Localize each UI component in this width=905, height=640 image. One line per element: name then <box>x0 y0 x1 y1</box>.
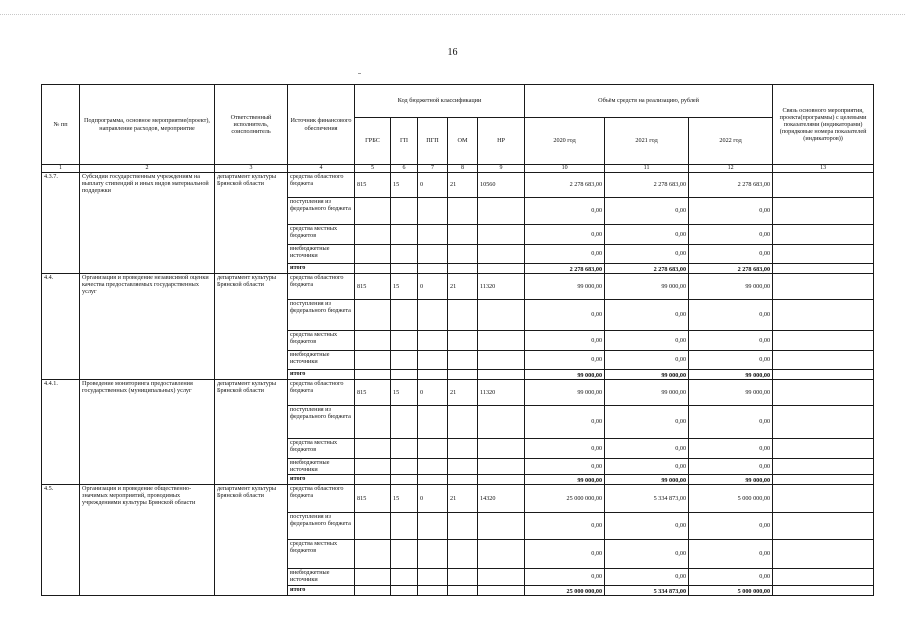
code-empty <box>355 438 391 458</box>
amount-2022: 0,00 <box>689 224 773 244</box>
table-row <box>42 273 874 299</box>
code-empty <box>478 244 525 263</box>
amount-2020: 0,00 <box>525 438 605 458</box>
code-empty <box>418 350 448 369</box>
code-empty <box>478 568 525 585</box>
amount-2022: 0,00 <box>689 330 773 350</box>
source-extra: внебюджетные источники <box>288 458 355 474</box>
code-empty <box>448 350 478 369</box>
code-gp: 15 <box>391 273 418 299</box>
source-regional: средства областного бюджета <box>288 273 355 299</box>
amount-2020: 2 278 683,00 <box>525 172 605 197</box>
code-empty <box>448 224 478 244</box>
amount-2021: 0,00 <box>605 299 689 330</box>
amount-2022: 2 278 683,00 <box>689 263 773 273</box>
code-empty <box>448 458 478 474</box>
code-empty <box>391 438 418 458</box>
amount-2021: 0,00 <box>605 568 689 585</box>
table-row <box>42 379 874 405</box>
col-num: 3 <box>215 165 288 173</box>
code-empty <box>418 330 448 350</box>
code-empty <box>355 474 391 484</box>
code-empty <box>448 299 478 330</box>
header-2020: 2020 год <box>525 118 605 165</box>
amount-2020: 0,00 <box>525 197 605 224</box>
row-number: 4.4. <box>42 273 80 379</box>
code-empty <box>448 405 478 438</box>
code-gp: 15 <box>391 172 418 197</box>
amount-2020: 0,00 <box>525 512 605 539</box>
amount-2021: 0,00 <box>605 197 689 224</box>
code-pgp: 0 <box>418 379 448 405</box>
amount-2020: 0,00 <box>525 568 605 585</box>
amount-2020: 25 000 000,00 <box>525 484 605 512</box>
table-row <box>42 172 874 197</box>
code-empty <box>418 244 448 263</box>
header-om: ОМ <box>448 118 478 165</box>
header-program: Подпрограмма, основное мероприятие(проект), направление расходов, мероприятие <box>80 85 215 165</box>
amount-2022: 0,00 <box>689 405 773 438</box>
code-empty <box>391 405 418 438</box>
code-empty <box>448 263 478 273</box>
col-num: 4 <box>288 165 355 173</box>
code-empty <box>391 244 418 263</box>
code-empty <box>478 585 525 595</box>
code-empty <box>448 330 478 350</box>
source-regional: средства областного бюджета <box>288 484 355 512</box>
code-empty <box>355 299 391 330</box>
header-volume: Объём средств на реализацию, рублей <box>525 85 773 118</box>
amount-2021: 5 334 873,00 <box>605 585 689 595</box>
code-empty <box>391 512 418 539</box>
source-local: средства местных бюджетов <box>288 539 355 568</box>
code-empty <box>448 197 478 224</box>
amount-2021: 2 278 683,00 <box>605 263 689 273</box>
header-grbs: ГРБС <box>355 118 391 165</box>
col-num: 9 <box>478 165 525 173</box>
code-empty <box>391 458 418 474</box>
code-empty <box>355 330 391 350</box>
code-empty <box>448 244 478 263</box>
amount-2020: 0,00 <box>525 244 605 263</box>
code-empty <box>418 369 448 379</box>
amount-2021: 99 000,00 <box>605 273 689 299</box>
code-om: 21 <box>448 172 478 197</box>
amount-2021: 0,00 <box>605 405 689 438</box>
indicator-link <box>773 568 874 585</box>
executor: департамент культуры Брянской области <box>215 379 288 484</box>
amount-2022: 0,00 <box>689 197 773 224</box>
code-grbs: 815 <box>355 172 391 197</box>
header-link: Связь основного мероприятия, проекта(программы) с целевыми показателями (индикаторами) (порядковые номера показателей (индикаторов)) <box>773 85 874 165</box>
col-num: 2 <box>80 165 215 173</box>
header-source: Источник финансового обеспечения <box>288 85 355 165</box>
source-local: средства местных бюджетов <box>288 438 355 458</box>
amount-2021: 99 000,00 <box>605 474 689 484</box>
code-empty <box>448 512 478 539</box>
code-empty <box>418 405 448 438</box>
code-om: 21 <box>448 273 478 299</box>
source-local: средства местных бюджетов <box>288 224 355 244</box>
code-gp: 15 <box>391 379 418 405</box>
amount-2020: 2 278 683,00 <box>525 263 605 273</box>
code-grbs: 815 <box>355 379 391 405</box>
code-np: 14320 <box>478 484 525 512</box>
code-empty <box>391 299 418 330</box>
code-empty <box>478 263 525 273</box>
amount-2021: 99 000,00 <box>605 379 689 405</box>
amount-2022: 99 000,00 <box>689 379 773 405</box>
source-regional: средства областного бюджета <box>288 379 355 405</box>
indicator-link <box>773 458 874 474</box>
amount-2021: 99 000,00 <box>605 369 689 379</box>
code-empty <box>418 224 448 244</box>
amount-2021: 0,00 <box>605 244 689 263</box>
amount-2022: 5 000 000,00 <box>689 484 773 512</box>
source-federal: поступления из федерального бюджета <box>288 512 355 539</box>
code-empty <box>391 224 418 244</box>
measure-name: Организация и проведение общественно-значимых мероприятий, проводимых учреждениями культуры Брянской области <box>80 484 215 595</box>
amount-2020: 99 000,00 <box>525 369 605 379</box>
measure-name: Проведение мониторинга предоставления государственных (муниципальных) услуг <box>80 379 215 484</box>
amount-2021: 5 334 873,00 <box>605 484 689 512</box>
code-empty <box>418 299 448 330</box>
amount-2021: 2 278 683,00 <box>605 172 689 197</box>
scan-mark <box>358 73 361 74</box>
source-extra: внебюджетные источники <box>288 244 355 263</box>
scan-artifact-line <box>0 14 905 23</box>
amount-2020: 0,00 <box>525 458 605 474</box>
code-pgp: 0 <box>418 484 448 512</box>
source-federal: поступления из федерального бюджета <box>288 299 355 330</box>
col-num: 8 <box>448 165 478 173</box>
code-empty <box>355 405 391 438</box>
indicator-link <box>773 369 874 379</box>
source-federal: поступления из федерального бюджета <box>288 197 355 224</box>
code-empty <box>391 197 418 224</box>
executor: департамент культуры Брянской области <box>215 484 288 595</box>
code-grbs: 815 <box>355 273 391 299</box>
indicator-link <box>773 273 874 299</box>
amount-2021: 0,00 <box>605 224 689 244</box>
indicator-link <box>773 299 874 330</box>
header-gp: ГП <box>391 118 418 165</box>
column-number-row <box>42 165 874 173</box>
indicator-link <box>773 330 874 350</box>
amount-2021: 0,00 <box>605 539 689 568</box>
source-total: итого <box>288 585 355 595</box>
col-num: 12 <box>689 165 773 173</box>
code-empty <box>478 539 525 568</box>
amount-2020: 0,00 <box>525 539 605 568</box>
amount-2020: 0,00 <box>525 299 605 330</box>
code-empty <box>418 438 448 458</box>
indicator-link <box>773 197 874 224</box>
header-executor: Ответственный исполнитель, соисполнитель <box>215 85 288 165</box>
code-empty <box>418 197 448 224</box>
code-empty <box>355 512 391 539</box>
code-empty <box>355 369 391 379</box>
indicator-link <box>773 244 874 263</box>
amount-2020: 99 000,00 <box>525 474 605 484</box>
code-empty <box>391 539 418 568</box>
amount-2021: 0,00 <box>605 350 689 369</box>
header-no: № пп <box>42 85 80 165</box>
code-empty <box>478 369 525 379</box>
amount-2021: 0,00 <box>605 458 689 474</box>
col-num: 6 <box>391 165 418 173</box>
amount-2022: 2 278 683,00 <box>689 172 773 197</box>
code-empty <box>478 512 525 539</box>
code-om: 21 <box>448 484 478 512</box>
indicator-link <box>773 539 874 568</box>
budget-table <box>41 84 874 596</box>
row-number: 4.3.7. <box>42 172 80 273</box>
code-empty <box>391 585 418 595</box>
col-num: 11 <box>605 165 689 173</box>
code-empty <box>448 438 478 458</box>
code-gp: 15 <box>391 484 418 512</box>
code-empty <box>418 585 448 595</box>
amount-2020: 0,00 <box>525 224 605 244</box>
amount-2022: 0,00 <box>689 458 773 474</box>
amount-2020: 0,00 <box>525 405 605 438</box>
col-num: 7 <box>418 165 448 173</box>
source-extra: внебюджетные источники <box>288 568 355 585</box>
code-empty <box>478 438 525 458</box>
code-empty <box>355 350 391 369</box>
source-total: итого <box>288 474 355 484</box>
header-np: НР <box>478 118 525 165</box>
executor: департамент культуры Брянской области <box>215 172 288 273</box>
code-empty <box>355 539 391 568</box>
code-empty <box>448 369 478 379</box>
source-federal: поступления из федерального бюджета <box>288 405 355 438</box>
code-empty <box>391 474 418 484</box>
indicator-link <box>773 224 874 244</box>
code-empty <box>478 350 525 369</box>
code-empty <box>418 539 448 568</box>
col-num: 13 <box>773 165 874 173</box>
amount-2022: 0,00 <box>689 568 773 585</box>
code-empty <box>355 568 391 585</box>
amount-2022: 0,00 <box>689 539 773 568</box>
code-empty <box>448 585 478 595</box>
code-empty <box>391 263 418 273</box>
amount-2021: 0,00 <box>605 438 689 458</box>
header-row-1 <box>42 85 874 118</box>
code-empty <box>391 369 418 379</box>
code-empty <box>448 474 478 484</box>
amount-2022: 0,00 <box>689 512 773 539</box>
code-empty <box>418 568 448 585</box>
indicator-link <box>773 172 874 197</box>
code-np: 11320 <box>478 273 525 299</box>
amount-2022: 0,00 <box>689 244 773 263</box>
source-local: средства местных бюджетов <box>288 330 355 350</box>
indicator-link <box>773 585 874 595</box>
header-2022: 2022 год <box>689 118 773 165</box>
measure-name: Организация и проведение независимой оценки качества предоставляемых государственных услуг <box>80 273 215 379</box>
row-number: 4.4.1. <box>42 379 80 484</box>
source-regional: средства областного бюджета <box>288 172 355 197</box>
indicator-link <box>773 350 874 369</box>
code-empty <box>418 512 448 539</box>
code-empty <box>391 568 418 585</box>
code-empty <box>448 539 478 568</box>
code-grbs: 815 <box>355 484 391 512</box>
measure-name: Субсидии государственным учреждениям на выплату стипендий и иных видов материальной поддержки <box>80 172 215 273</box>
source-extra: внебюджетные источники <box>288 350 355 369</box>
amount-2022: 0,00 <box>689 350 773 369</box>
amount-2022: 99 000,00 <box>689 474 773 484</box>
code-empty <box>448 568 478 585</box>
amount-2022: 0,00 <box>689 438 773 458</box>
row-number: 4.5. <box>42 484 80 595</box>
code-empty <box>355 197 391 224</box>
amount-2022: 0,00 <box>689 299 773 330</box>
header-2021: 2021 год <box>605 118 689 165</box>
code-empty <box>391 350 418 369</box>
amount-2021: 0,00 <box>605 512 689 539</box>
indicator-link <box>773 405 874 438</box>
amount-2022: 99 000,00 <box>689 369 773 379</box>
source-total: итого <box>288 369 355 379</box>
code-empty <box>355 224 391 244</box>
code-empty <box>355 263 391 273</box>
code-empty <box>355 458 391 474</box>
code-empty <box>478 405 525 438</box>
code-empty <box>478 458 525 474</box>
page-number: 16 <box>447 47 458 58</box>
indicator-link <box>773 379 874 405</box>
col-num: 10 <box>525 165 605 173</box>
amount-2022: 5 000 000,00 <box>689 585 773 595</box>
code-empty <box>478 330 525 350</box>
code-empty <box>478 299 525 330</box>
code-empty <box>418 474 448 484</box>
code-empty <box>355 585 391 595</box>
indicator-link <box>773 263 874 273</box>
code-empty <box>478 474 525 484</box>
amount-2020: 99 000,00 <box>525 273 605 299</box>
amount-2020: 0,00 <box>525 330 605 350</box>
col-num: 1 <box>42 165 80 173</box>
code-empty <box>478 197 525 224</box>
code-empty <box>391 330 418 350</box>
code-np: 10560 <box>478 172 525 197</box>
executor: департамент культуры Брянской области <box>215 273 288 379</box>
header-kbk: Код бюджетной классификации <box>355 85 525 118</box>
amount-2022: 99 000,00 <box>689 273 773 299</box>
code-pgp: 0 <box>418 273 448 299</box>
code-empty <box>418 458 448 474</box>
indicator-link <box>773 512 874 539</box>
amount-2020: 25 000 000,00 <box>525 585 605 595</box>
col-num: 5 <box>355 165 391 173</box>
indicator-link <box>773 438 874 458</box>
code-empty <box>418 263 448 273</box>
amount-2021: 0,00 <box>605 330 689 350</box>
amount-2020: 99 000,00 <box>525 379 605 405</box>
code-np: 11320 <box>478 379 525 405</box>
indicator-link <box>773 484 874 512</box>
source-total: итого <box>288 263 355 273</box>
code-empty <box>478 224 525 244</box>
code-pgp: 0 <box>418 172 448 197</box>
amount-2020: 0,00 <box>525 350 605 369</box>
indicator-link <box>773 474 874 484</box>
code-empty <box>355 244 391 263</box>
code-om: 21 <box>448 379 478 405</box>
table-row <box>42 484 874 512</box>
header-pgp: ПГП <box>418 118 448 165</box>
